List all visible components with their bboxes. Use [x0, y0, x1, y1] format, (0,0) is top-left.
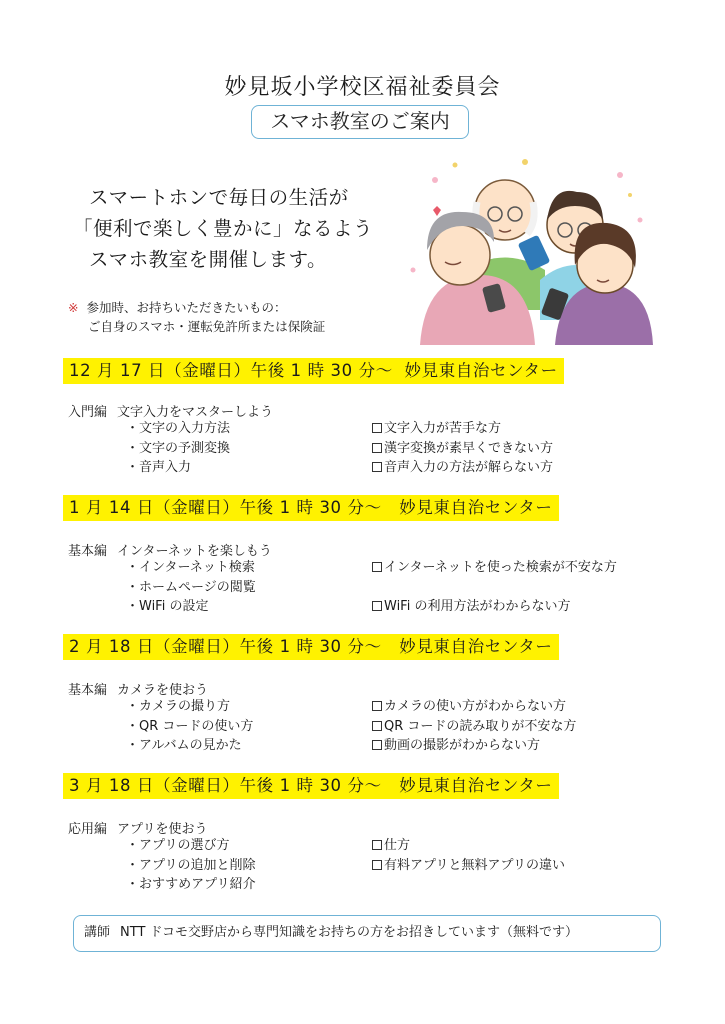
- intro-line-2: 「便利で楽しく豊かに」なるよう: [73, 217, 374, 240]
- course-heading: [68, 540, 272, 559]
- target-item: カメラの使い方がわからない方: [372, 697, 576, 717]
- seniors-with-smartphones-illustration: [405, 150, 655, 345]
- topic-item: ・おすすめアプリ紹介: [126, 877, 256, 892]
- course-heading: [68, 679, 208, 698]
- checkbox-icon: [372, 740, 382, 750]
- target-list: [372, 419, 553, 478]
- session-date: 12 月 17 日（金曜日）午後 1 時 30 分～: [69, 361, 393, 380]
- session-date-banner: [63, 773, 559, 799]
- target-item: QR コードの読み取りが不安な方: [372, 717, 576, 737]
- event-subtitle: スマホ教室のご案内: [251, 105, 469, 139]
- session-venue: 妙見東自治センター: [404, 361, 558, 380]
- intro-line-1: スマートホンで毎日の生活が: [89, 186, 349, 209]
- target-item: 音声入力の方法が解らない方: [372, 458, 553, 478]
- target-list: [372, 836, 565, 875]
- target-list: [372, 697, 576, 756]
- checkbox-icon: [372, 562, 382, 572]
- topic-item: ・アプリの追加と削除: [126, 857, 256, 873]
- organization-title: 妙見坂小学校区福祉委員会: [224, 75, 501, 100]
- topic-item: ・WiFi の設定: [126, 599, 209, 614]
- topic-item: ・ホームページの閲覧: [126, 579, 256, 595]
- topic-list: [126, 558, 256, 617]
- checkbox-icon: [372, 423, 382, 433]
- checkbox-icon: [372, 462, 382, 472]
- session-venue: 妙見東自治センター: [399, 498, 553, 517]
- target-item: インターネットを使った検索が不安な方: [372, 558, 617, 578]
- course-title: カメラを使おう: [117, 683, 209, 698]
- course-title: 文字入力をマスターしよう: [117, 405, 274, 420]
- target-item: 仕方: [372, 836, 565, 856]
- target-item: 動画の撮影がわからない方: [372, 736, 576, 756]
- topic-item: ・アルバムの見かた: [126, 738, 242, 753]
- checkbox-icon: [372, 721, 382, 731]
- course-level: 基本編: [68, 683, 108, 698]
- topic-item: ・カメラの撮り方: [126, 699, 231, 714]
- checkbox-icon: [372, 601, 382, 611]
- course-level: 入門編: [68, 405, 108, 420]
- session-date-banner: [63, 358, 564, 384]
- topic-list: [126, 697, 253, 756]
- topic-item: ・音声入力: [126, 460, 192, 475]
- instructor-label: 講師: [84, 925, 111, 940]
- session-date: 2 月 18 日（金曜日）午後 1 時 30 分～: [69, 637, 382, 656]
- topic-list: [126, 419, 230, 478]
- note-mark: ※: [68, 300, 79, 315]
- course-title: インターネットを楽しもう: [117, 544, 272, 559]
- session-venue: 妙見東自治センター: [399, 776, 553, 795]
- course-level: 基本編: [68, 544, 108, 559]
- intro-line-3: スマホ教室を開催します。: [89, 248, 328, 271]
- session-date: 3 月 18 日（金曜日）午後 1 時 30 分～: [69, 776, 382, 795]
- topic-item: ・文字の入力方法: [126, 421, 231, 436]
- bring-notice: [68, 298, 325, 336]
- instructor-text: NTT ドコモ交野店から専門知識をお持ちの方をお招きしています（無料です）: [120, 925, 579, 940]
- session-date: 1 月 14 日（金曜日）午後 1 時 30 分～: [69, 498, 382, 517]
- checkbox-icon: [372, 860, 382, 870]
- session-date-banner: [63, 634, 559, 660]
- course-heading: [68, 818, 208, 837]
- topic-list: [126, 836, 256, 895]
- checkbox-icon: [372, 443, 382, 453]
- target-item: 漢字変換が素早くできない方: [372, 439, 553, 459]
- target-item: [372, 578, 617, 598]
- target-item: 文字入力が苦手な方: [372, 419, 553, 439]
- instructor-note: [73, 915, 661, 952]
- target-list: [372, 558, 617, 617]
- topic-item: ・QR コードの使い方: [126, 718, 254, 734]
- session-venue: 妙見東自治センター: [399, 637, 553, 656]
- checkbox-icon: [372, 701, 382, 711]
- course-title: アプリを使おう: [117, 822, 208, 837]
- topic-item: ・インターネット検索: [126, 560, 255, 575]
- course-level: 応用編: [68, 822, 108, 837]
- topic-item: ・文字の予測変換: [126, 440, 231, 456]
- course-heading: [68, 401, 273, 420]
- bring-line-2: ご自身のスマホ・運転免許所または保険証: [88, 319, 326, 334]
- topic-item: ・アプリの選び方: [126, 838, 230, 853]
- bring-line-1: 参加時、お持ちいただきたいもの：: [86, 300, 287, 315]
- session-date-banner: [63, 495, 559, 521]
- checkbox-icon: [372, 840, 382, 850]
- intro-text: [73, 182, 373, 275]
- target-item: 有料アプリと無料アプリの違い: [372, 856, 565, 876]
- target-item: WiFi の利用方法がわからない方: [372, 597, 617, 617]
